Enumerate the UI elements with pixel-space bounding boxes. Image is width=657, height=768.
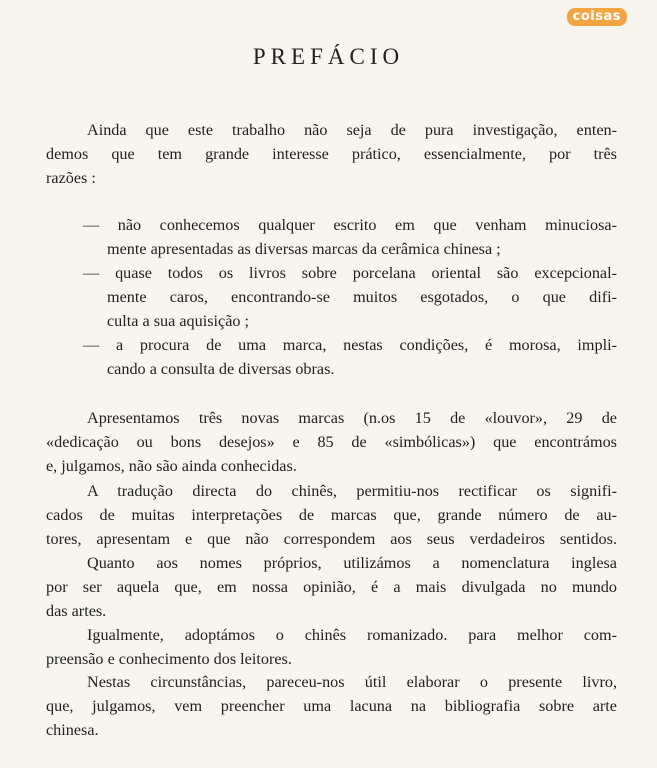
text-line: mente caros, encontrando-se muitos esgotados, o que difi- <box>107 288 617 306</box>
text-line: Ainda que este trabalho não seja de pura investigação, enten- <box>87 121 617 139</box>
text-line: cados de muitas interpretações de marcas que, grande número de au- <box>46 506 617 524</box>
text-line: — não conhecemos qualquer escrito em que venham minuciosa- <box>83 216 617 234</box>
text-line: e, julgamos, não são ainda conhecidas. <box>46 457 297 475</box>
paragraph-proper-names <box>46 551 617 623</box>
text-line: Apresentamos três novas marcas (n.os 15 de «louvor», 29 de <box>87 409 617 427</box>
list-item <box>83 213 617 261</box>
text-line: chinesa. <box>46 721 99 739</box>
text-line: tores, apresentam e que não correspondem aos seus verdadeiros sentidos. <box>46 530 617 548</box>
text-line: por ser aquela que, em nossa opinião, é a mais divulgada no mundo <box>46 578 617 596</box>
paragraph-romanized <box>46 623 617 671</box>
paragraph-new-marks <box>46 406 617 478</box>
text-line: cando a consulta de diversas obras. <box>107 360 335 378</box>
page-title: PREFÁCIO <box>252 44 405 69</box>
text-line: que, julgamos, vem preencher uma lacuna na bibliografia sobre arte <box>46 697 617 715</box>
watermark-logo: coisas <box>567 8 627 26</box>
text-line: «dedicação ou bons desejos» e 85 de «simbólicas») que encontrámos <box>46 433 617 451</box>
text-line: — a procura de uma marca, nestas condições, é morosa, impli- <box>83 336 617 354</box>
text-line: razões : <box>46 169 96 187</box>
paragraph-conclusion <box>46 670 617 742</box>
text-line: A tradução directa do chinês, permitiu-nos rectificar os signifi- <box>87 482 617 500</box>
text-line: Nestas circunstâncias, pareceu-nos útil elaborar o presente livro, <box>87 673 617 691</box>
list-item <box>83 333 617 381</box>
bullet-list <box>83 213 617 381</box>
text-line: demos que tem grande interesse prático, essencialmente, por três <box>46 145 617 163</box>
text-line: Igualmente, adoptámos o chinês romanizado. para melhor com- <box>87 626 617 644</box>
list-item <box>83 261 617 333</box>
paragraph-translation <box>46 479 617 551</box>
text-line: das artes. <box>46 602 107 620</box>
text-line: culta a sua aquisição ; <box>107 312 250 330</box>
text-line: preensão e conhecimento dos leitores. <box>46 650 292 668</box>
text-line: — quase todos os livros sobre porcelana oriental são excepcional- <box>83 264 617 282</box>
text-line: mente apresentadas as diversas marcas da cerâmica chinesa ; <box>107 240 501 258</box>
text-line: Quanto aos nomes próprios, utilizámos a nomenclatura inglesa <box>87 554 617 572</box>
paragraph-intro <box>46 118 617 190</box>
